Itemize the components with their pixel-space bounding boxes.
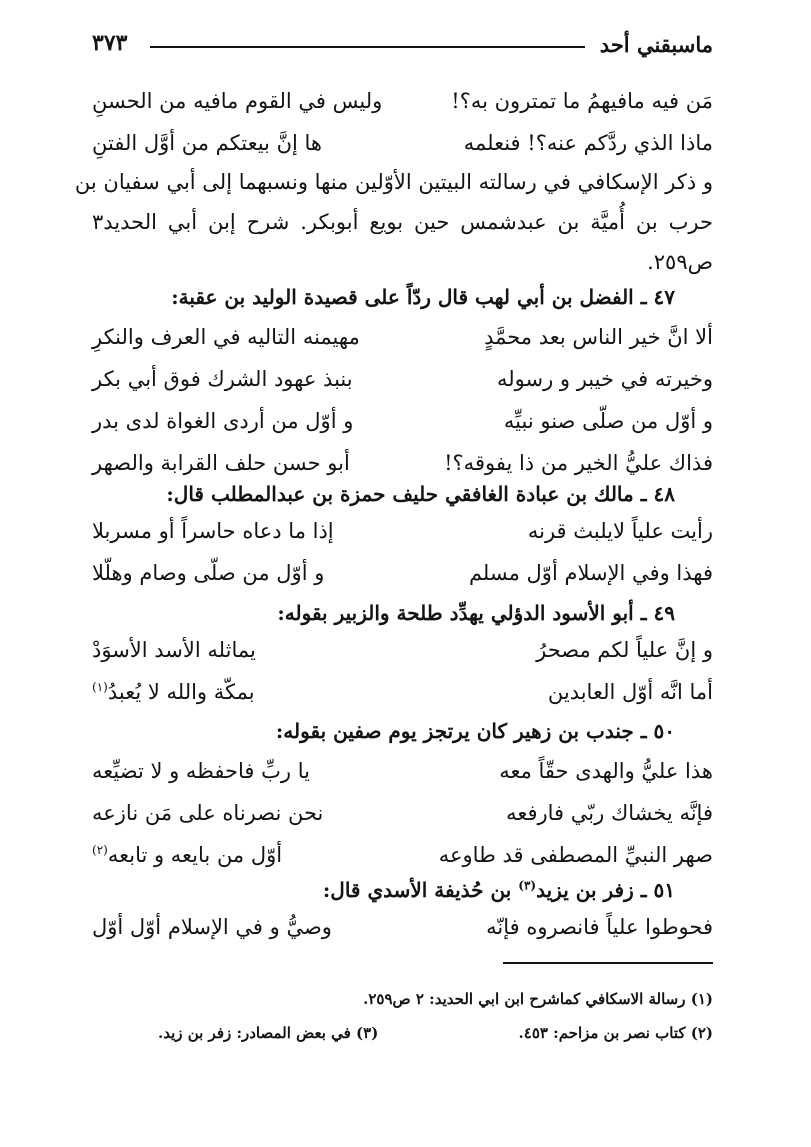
verse-second-hemistich: يماثله الأسد الأسوَدْ (92, 638, 256, 662)
couplets-47 (92, 316, 713, 484)
running-header (92, 30, 713, 60)
footnote-ref: (٣) (518, 878, 537, 893)
verse-line (92, 358, 713, 400)
verse-second-hemistich: نحن نصرناه على مَن نازعه (92, 801, 324, 825)
verse-first-hemistich: رأيت علياً لايلبث قرنه (527, 519, 713, 543)
verse-line (92, 510, 713, 552)
verse-text: أوّل من بايعه و تابعه (107, 843, 283, 867)
couplets-top (92, 80, 713, 164)
verse-second-hemistich: و أوّل من صلّى وصام وهلّلا (92, 561, 325, 585)
couplets-48 (92, 510, 713, 594)
heading-text: بن حُذيفة الأسدي قال: (322, 878, 519, 902)
verse-first-hemistich: و أوّل من صلّى صنو نبيِّه (503, 409, 713, 433)
verse-line (92, 671, 713, 713)
verse-second-hemistich: إذا ما دعاه حاسراً أو مسربلا (92, 519, 334, 543)
heading-text: ٥١ ـ زفر بن يزيد (536, 878, 675, 902)
verse-second-hemistich (92, 671, 255, 713)
verse-line (92, 750, 713, 792)
verse-first-hemistich: أما انَّه أوّل العابدين (547, 680, 713, 704)
verse-second-hemistich (92, 834, 282, 876)
footnote-ref: (٢) (92, 843, 108, 857)
verse-second-hemistich: يا ربِّ فاحفظه و لا تضيِّعه (92, 759, 310, 783)
prose-line: حرب بن أُميَّة بن عبدشمس حين بويع أبوبكر. شرح إبن أبي الحديد٣ (92, 210, 713, 234)
verse-second-hemistich: مهيمنه التاليه في العرف والنكرِ (92, 325, 360, 349)
section-heading-51 (323, 871, 675, 909)
footnote-rule (503, 962, 713, 964)
couplets-50 (92, 750, 713, 876)
verse-line (92, 400, 713, 442)
verse-first-hemistich: هذا عليُّ والهدى حقّاً معه (499, 759, 713, 783)
verse-first-hemistich: مَن فيه مافيهمُ ما تمترون به؟! (451, 89, 713, 113)
verse-line (92, 906, 713, 948)
section-heading-50: ٥٠ ـ جندب بن زهير كان يرتجز يوم صفين بقوله: (275, 719, 675, 743)
header-title: ماسبقني أحد (599, 32, 713, 57)
verse-first-hemistich: فهذا وفي الإسلام أوّل مسلم (468, 561, 713, 585)
header-rule (150, 46, 585, 48)
verse-line (92, 792, 713, 834)
verse-line (92, 552, 713, 594)
verse-first-hemistich: و إنَّ علياً لكم مصحرُ (536, 638, 713, 662)
verse-first-hemistich: فحوطوا علياً فانصروه فإنّه (486, 915, 713, 939)
verse-first-hemistich: وخيرته في خيبر و رسوله (496, 367, 713, 391)
footnote-2: (٢) كتاب نصر بن مزاحم: ٤٥٣. (518, 1024, 713, 1042)
verse-second-hemistich: بنبذ عهود الشرك فوق أبي بكر (92, 367, 353, 391)
prose-line: و ذكر الإسكافي في رسالته البيتين الأوّلين منها ونسبهما إلى أبي سفيان بن (74, 170, 713, 194)
verse-second-hemistich: أبو حسن حلف القرابة والصهر (92, 451, 350, 475)
verse-line (92, 316, 713, 358)
verse-line (92, 122, 713, 164)
section-heading-47: ٤٧ ـ الفضل بن أبي لهب قال ردّاً على قصيدة الوليد بن عقبة: (171, 285, 675, 309)
verse-first-hemistich: فذاك عليُّ الخير من ذا يفوقه؟! (444, 451, 713, 475)
verse-second-hemistich: و أوّل من أردى الغواة لدى بدر (92, 409, 354, 433)
verse-second-hemistich: وصيُّ و في الإسلام أوّل أوّل (92, 915, 332, 939)
verse-line (92, 834, 713, 876)
footnote-ref: (١) (92, 680, 108, 694)
verse-first-hemistich: فإنَّه يخشاك ربّي فارفعه (506, 801, 713, 825)
section-heading-49: ٤٩ ـ أبو الأسود الدؤلي يهدِّد طلحة والزبير بقوله: (277, 601, 675, 625)
verse-line (92, 629, 713, 671)
prose-line: ص٢٥٩. (647, 250, 713, 274)
prose-paragraph (74, 162, 713, 282)
verse-first-hemistich: ماذا الذي ردَّكم عنه؟! فنعلمه (463, 131, 713, 155)
section-heading-48: ٤٨ ـ مالك بن عبادة الغافقي حليف حمزة بن عبدالمطلب قال: (166, 482, 675, 506)
page-number: ٣٧٣ (92, 30, 128, 56)
verse-first-hemistich: صهر النبيِّ المصطفى قد طاوعه (438, 843, 713, 867)
verse-line (92, 80, 713, 122)
verse-second-hemistich: ها إنَّ بيعتكم من أوَّل الفتنِ (92, 131, 322, 155)
couplets-51 (92, 906, 713, 948)
footnote-3: (٣) في بعض المصادر: زفر بن زيد. (158, 1024, 379, 1042)
footnote-1: (١) رسالة الاسكافي كماشرح ابن ابي الحديد: ٢ ص٢٥٩. (363, 990, 713, 1008)
verse-second-hemistich: وليس في القوم مافيه من الحسنِ (92, 89, 383, 113)
verse-text: بمكّة والله لا يُعبدُ (107, 680, 255, 704)
couplets-49 (92, 629, 713, 713)
verse-first-hemistich: ألا انَّ خير الناس بعد محمَّدٍ (484, 325, 713, 349)
